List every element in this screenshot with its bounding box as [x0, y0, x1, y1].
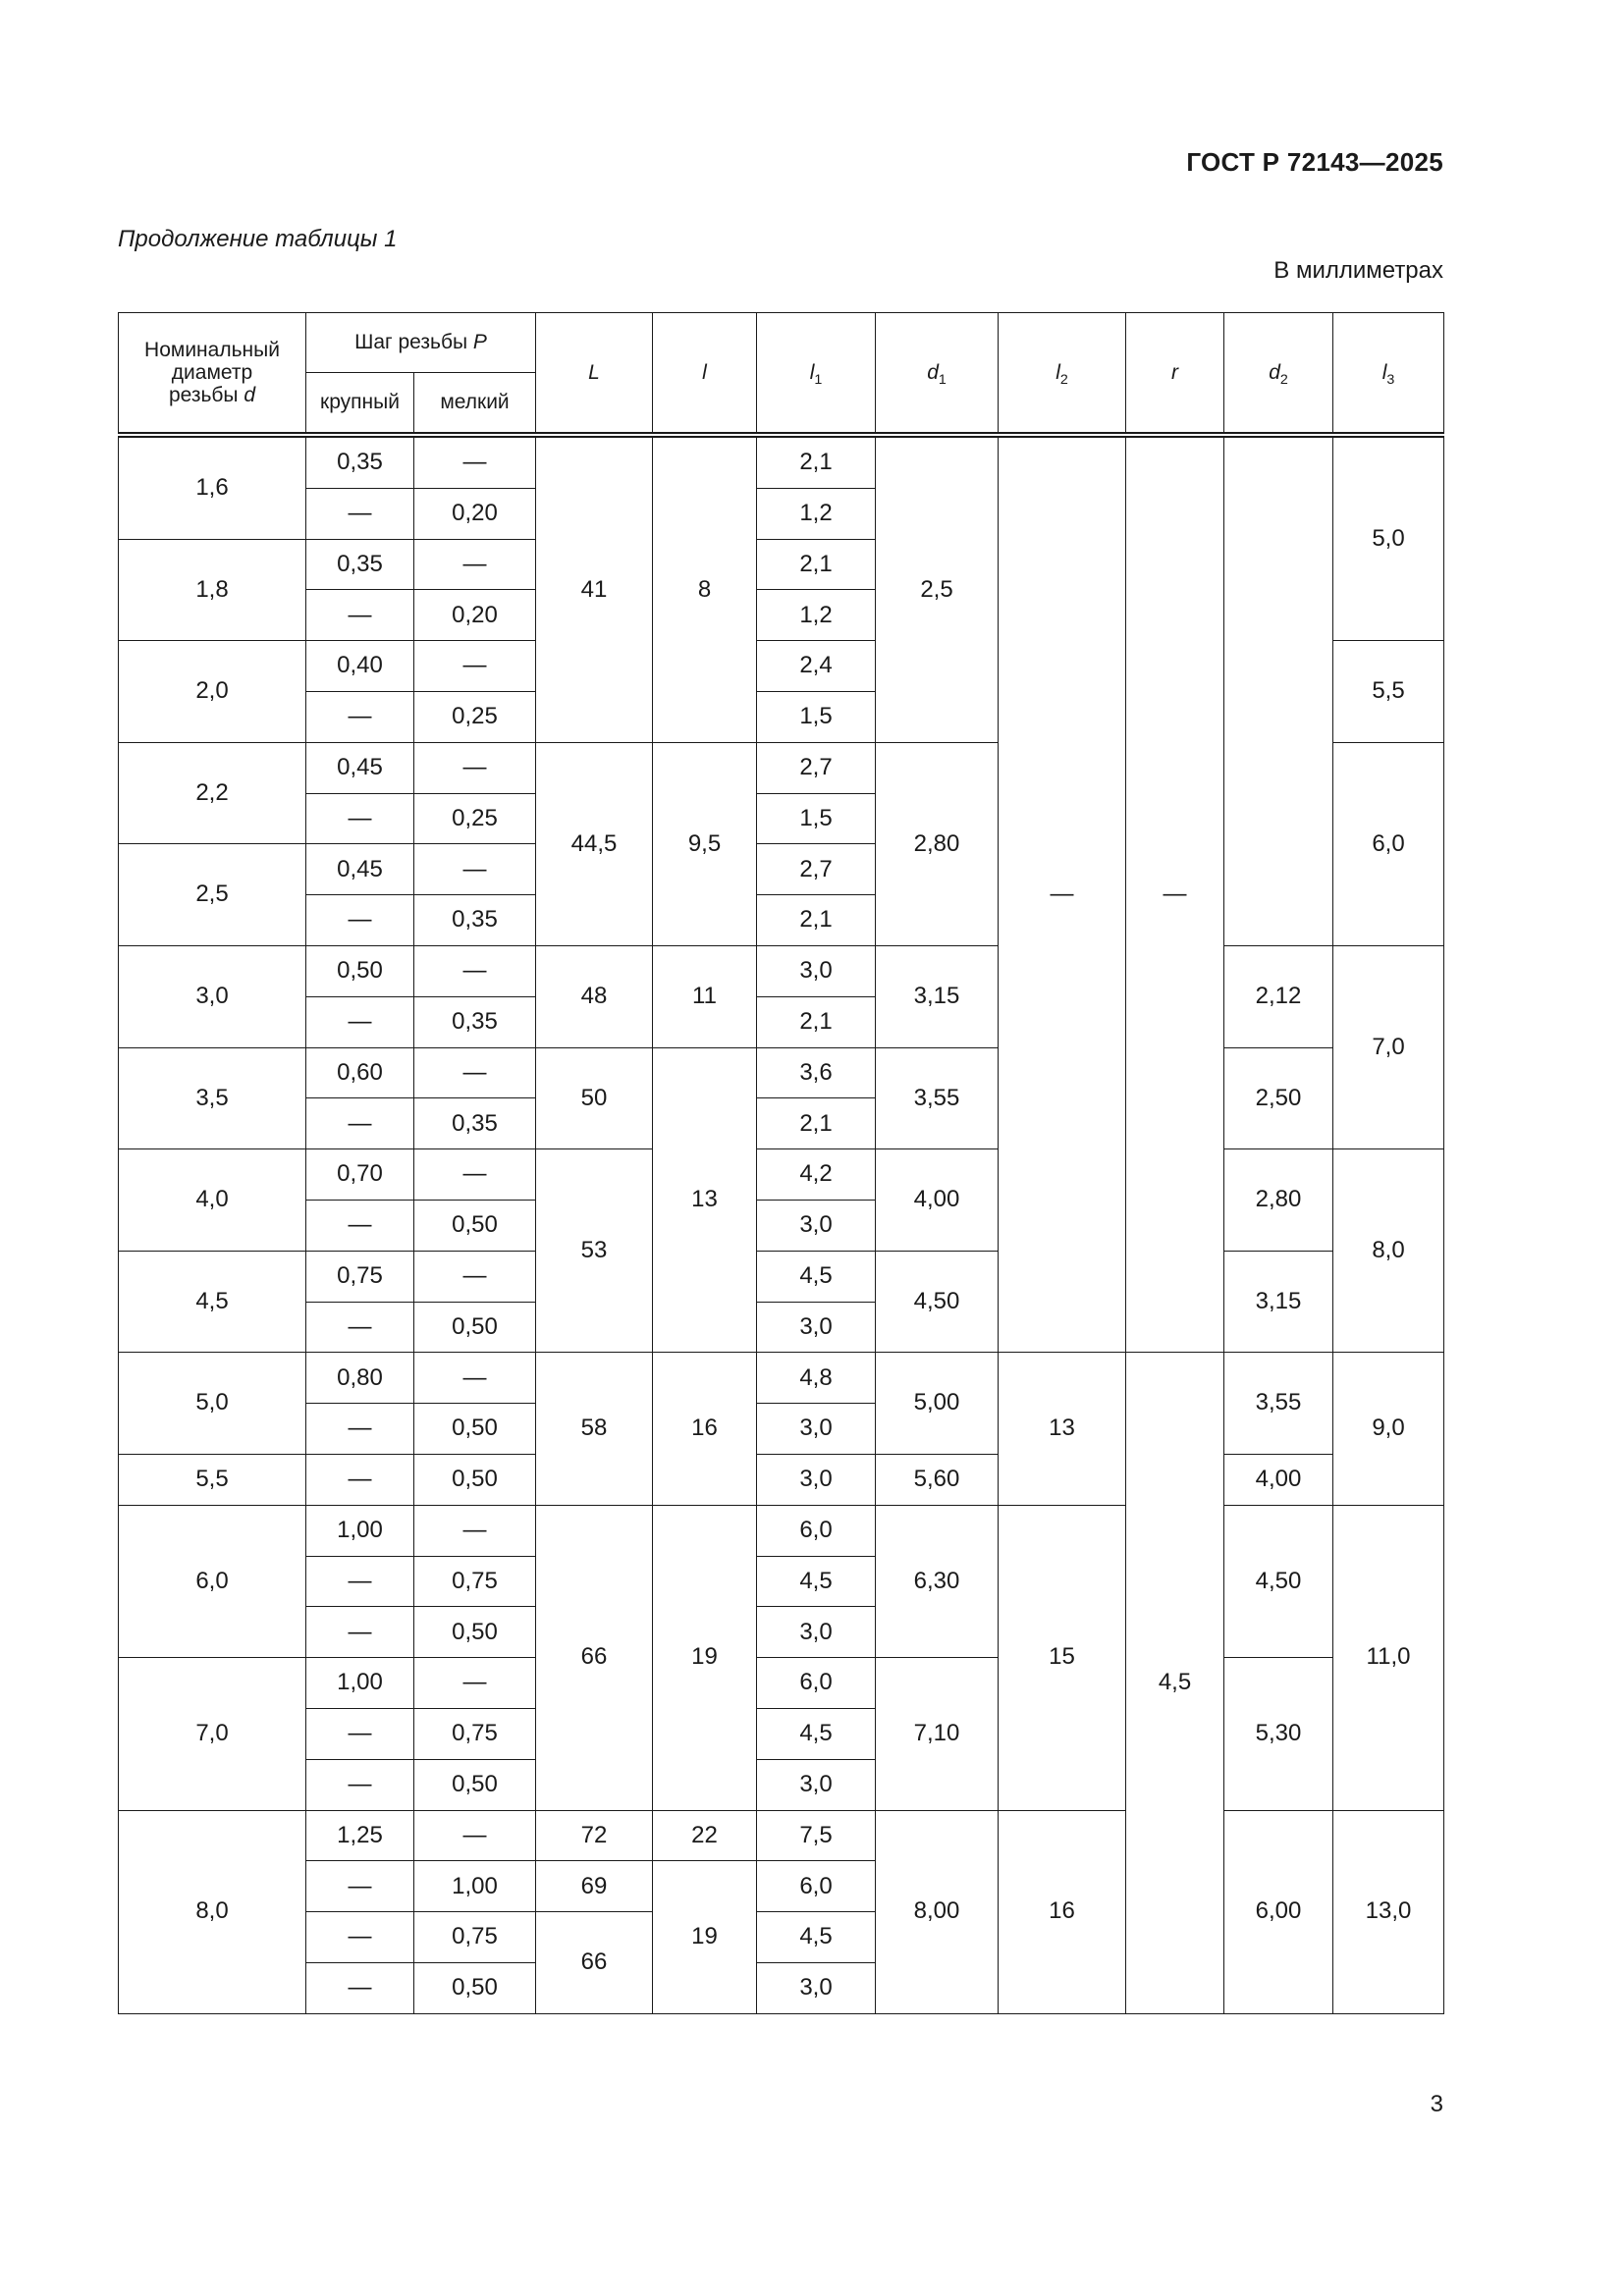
- cell-coarse: 0,80: [306, 1353, 414, 1404]
- cell-d: 5,5: [119, 1454, 306, 1505]
- cell-coarse: —: [306, 590, 414, 641]
- cell-fine: 0,50: [414, 1759, 536, 1810]
- cell-L: 66: [536, 1912, 653, 2014]
- cell-d1: 4,50: [876, 1251, 999, 1353]
- header-l2: $l_2$: [999, 313, 1126, 436]
- cell-l1: 2,4: [757, 641, 876, 692]
- cell-coarse: 0,60: [306, 1047, 414, 1098]
- cell-d2: 3,55: [1224, 1353, 1333, 1455]
- cell-l: 19: [653, 1505, 757, 1810]
- cell-coarse: —: [306, 1302, 414, 1353]
- table-row: [119, 1505, 1444, 1556]
- cell-L: 58: [536, 1353, 653, 1505]
- cell-coarse: —: [306, 1200, 414, 1251]
- cell-coarse: —: [306, 1098, 414, 1149]
- cell-d: 2,0: [119, 641, 306, 743]
- header-l: l: [653, 313, 757, 436]
- table-continuation-caption: Продолжение таблицы 1: [118, 226, 398, 252]
- cell-l2: 16: [999, 1810, 1126, 2013]
- cell-d1: 2,80: [876, 742, 999, 945]
- cell-r: —: [1126, 435, 1224, 1353]
- cell-l3: 11,0: [1333, 1505, 1444, 1810]
- cell-d2: 5,30: [1224, 1658, 1333, 1810]
- standard-designation: ГОСТ Р 72143—2025: [1186, 147, 1443, 177]
- cell-l1: 4,2: [757, 1149, 876, 1201]
- cell-l1: 4,5: [757, 1912, 876, 1963]
- cell-l1: 3,0: [757, 1200, 876, 1251]
- cell-l1: 2,1: [757, 1098, 876, 1149]
- cell-fine: —: [414, 945, 536, 996]
- header-d2: $d_2$: [1224, 313, 1333, 436]
- cell-coarse: 0,40: [306, 641, 414, 692]
- cell-l3: 5,5: [1333, 641, 1444, 743]
- cell-l1: 1,2: [757, 488, 876, 539]
- cell-l: 22: [653, 1810, 757, 1861]
- cell-fine: 0,50: [414, 1607, 536, 1658]
- cell-d1: 3,15: [876, 945, 999, 1047]
- cell-l3: 7,0: [1333, 945, 1444, 1148]
- cell-L: 66: [536, 1505, 653, 1810]
- cell-l2: 15: [999, 1505, 1126, 1810]
- cell-L: 72: [536, 1810, 653, 1861]
- header-L: L: [536, 313, 653, 436]
- cell-fine: 0,50: [414, 1404, 536, 1455]
- cell-l3: 8,0: [1333, 1149, 1444, 1353]
- cell-d: 3,5: [119, 1047, 306, 1149]
- header-l3: $l_3$: [1333, 313, 1444, 436]
- cell-coarse: 0,50: [306, 945, 414, 996]
- cell-fine: —: [414, 641, 536, 692]
- cell-fine: 0,75: [414, 1912, 536, 1963]
- cell-l: 13: [653, 1047, 757, 1353]
- cell-coarse: —: [306, 1912, 414, 1963]
- cell-L: 48: [536, 945, 653, 1047]
- cell-l1: 1,5: [757, 793, 876, 844]
- cell-d1: 7,10: [876, 1658, 999, 1810]
- cell-d: 5,0: [119, 1353, 306, 1455]
- cell-fine: —: [414, 435, 536, 488]
- cell-l1: 2,7: [757, 742, 876, 793]
- cell-fine: —: [414, 1251, 536, 1302]
- cell-l3: 5,0: [1333, 435, 1444, 641]
- cell-d: 8,0: [119, 1810, 306, 2013]
- cell-l3: 6,0: [1333, 742, 1444, 945]
- cell-coarse: 0,35: [306, 435, 414, 488]
- cell-l1: 2,7: [757, 844, 876, 895]
- cell-fine: 0,25: [414, 793, 536, 844]
- cell-fine: —: [414, 1353, 536, 1404]
- cell-L: 41: [536, 435, 653, 742]
- cell-d: 1,8: [119, 539, 306, 641]
- cell-l1: 3,0: [757, 1404, 876, 1455]
- cell-l1: 2,1: [757, 996, 876, 1047]
- cell-coarse: —: [306, 1404, 414, 1455]
- cell-d: 2,5: [119, 844, 306, 946]
- units-note: В миллиметрах: [1273, 257, 1443, 284]
- cell-l1: 6,0: [757, 1861, 876, 1912]
- cell-d2: 4,00: [1224, 1454, 1333, 1505]
- cell-coarse: 1,25: [306, 1810, 414, 1861]
- cell-l: 19: [653, 1861, 757, 2013]
- cell-l1: 6,0: [757, 1505, 876, 1556]
- cell-l1: 3,6: [757, 1047, 876, 1098]
- cell-d1: 6,30: [876, 1505, 999, 1657]
- cell-d: 2,2: [119, 742, 306, 844]
- header-thread-pitch: Шаг резьбы P: [306, 313, 536, 373]
- cell-fine: 0,50: [414, 1962, 536, 2013]
- cell-d2: 6,00: [1224, 1810, 1333, 2013]
- cell-d: 4,0: [119, 1149, 306, 1252]
- cell-d1: 2,5: [876, 435, 999, 742]
- cell-fine: —: [414, 539, 536, 590]
- cell-l1: 6,0: [757, 1658, 876, 1709]
- cell-fine: 0,50: [414, 1454, 536, 1505]
- cell-l1: 4,5: [757, 1708, 876, 1759]
- cell-l: 16: [653, 1353, 757, 1505]
- cell-d: 7,0: [119, 1658, 306, 1810]
- table-row: [119, 1047, 1444, 1098]
- cell-d2: 2,50: [1224, 1047, 1333, 1149]
- table-row: [119, 1658, 1444, 1709]
- cell-l1: 3,0: [757, 1302, 876, 1353]
- cell-fine: —: [414, 742, 536, 793]
- cell-fine: —: [414, 1658, 536, 1709]
- cell-L: 50: [536, 1047, 653, 1149]
- cell-d: 3,0: [119, 945, 306, 1047]
- cell-l1: 7,5: [757, 1810, 876, 1861]
- cell-d: 1,6: [119, 435, 306, 539]
- cell-l1: 1,2: [757, 590, 876, 641]
- cell-coarse: 0,45: [306, 844, 414, 895]
- cell-d1: 8,00: [876, 1810, 999, 2013]
- cell-coarse: —: [306, 1556, 414, 1607]
- cell-coarse: 0,35: [306, 539, 414, 590]
- cell-coarse: —: [306, 691, 414, 742]
- cell-fine: 0,75: [414, 1708, 536, 1759]
- cell-L: 69: [536, 1861, 653, 1912]
- cell-fine: 1,00: [414, 1861, 536, 1912]
- header-fine: мелкий: [414, 373, 536, 436]
- header-d1: $d_1$: [876, 313, 999, 436]
- cell-d1: 3,55: [876, 1047, 999, 1149]
- cell-l1: 3,0: [757, 1759, 876, 1810]
- cell-l1: 4,5: [757, 1556, 876, 1607]
- cell-l1: 2,1: [757, 895, 876, 946]
- cell-coarse: —: [306, 1454, 414, 1505]
- cell-fine: 0,25: [414, 691, 536, 742]
- cell-d1: 4,00: [876, 1149, 999, 1252]
- table-row: [119, 1810, 1444, 1861]
- cell-d2: [1224, 435, 1333, 945]
- cell-fine: —: [414, 1149, 536, 1201]
- cell-l1: 3,0: [757, 1607, 876, 1658]
- cell-coarse: —: [306, 996, 414, 1047]
- cell-l3: 13,0: [1333, 1810, 1444, 2013]
- cell-coarse: 0,75: [306, 1251, 414, 1302]
- cell-fine: 0,35: [414, 895, 536, 946]
- cell-coarse: 1,00: [306, 1505, 414, 1556]
- table-row: [119, 1353, 1444, 1404]
- cell-coarse: —: [306, 488, 414, 539]
- cell-coarse: 1,00: [306, 1658, 414, 1709]
- cell-l2: 13: [999, 1353, 1126, 1505]
- table-row: [119, 435, 1444, 488]
- cell-l1: 2,1: [757, 539, 876, 590]
- cell-l1: 4,5: [757, 1251, 876, 1302]
- cell-L: 53: [536, 1149, 653, 1353]
- cell-r: 4,5: [1126, 1353, 1224, 2013]
- table-row: [119, 1149, 1444, 1201]
- cell-l1: 4,8: [757, 1353, 876, 1404]
- table-row: [119, 1251, 1444, 1302]
- thread-dimensions-table: [118, 312, 1444, 2014]
- cell-L: 44,5: [536, 742, 653, 945]
- cell-l1: 3,0: [757, 1962, 876, 2013]
- cell-d2: 2,12: [1224, 945, 1333, 1047]
- cell-fine: 0,20: [414, 590, 536, 641]
- cell-coarse: —: [306, 895, 414, 946]
- header-r: r: [1126, 313, 1224, 436]
- cell-d1: 5,00: [876, 1353, 999, 1455]
- cell-fine: 0,35: [414, 1098, 536, 1149]
- cell-coarse: 0,70: [306, 1149, 414, 1201]
- cell-d2: 4,50: [1224, 1505, 1333, 1657]
- cell-fine: 0,50: [414, 1302, 536, 1353]
- cell-fine: —: [414, 1047, 536, 1098]
- cell-fine: 0,75: [414, 1556, 536, 1607]
- cell-coarse: —: [306, 1759, 414, 1810]
- cell-coarse: —: [306, 1962, 414, 2013]
- cell-l1: 3,0: [757, 945, 876, 996]
- cell-coarse: —: [306, 793, 414, 844]
- cell-l3: 9,0: [1333, 1353, 1444, 1505]
- cell-d2: 2,80: [1224, 1149, 1333, 1252]
- cell-l1: 2,1: [757, 435, 876, 488]
- cell-coarse: —: [306, 1607, 414, 1658]
- cell-fine: —: [414, 844, 536, 895]
- page-number: 3: [1430, 2091, 1443, 2117]
- cell-d: 4,5: [119, 1251, 306, 1353]
- cell-fine: 0,50: [414, 1200, 536, 1251]
- cell-d2: 3,15: [1224, 1251, 1333, 1353]
- table-row: [119, 945, 1444, 996]
- cell-coarse: —: [306, 1861, 414, 1912]
- cell-l: 11: [653, 945, 757, 1047]
- cell-d: 6,0: [119, 1505, 306, 1657]
- cell-fine: —: [414, 1505, 536, 1556]
- header-nominal-diameter: Номинальный диаметр резьбы d: [119, 313, 306, 436]
- cell-fine: 0,20: [414, 488, 536, 539]
- cell-l1: 3,0: [757, 1454, 876, 1505]
- cell-coarse: 0,45: [306, 742, 414, 793]
- table-row: [119, 1454, 1444, 1505]
- header-l1: $l_1$: [757, 313, 876, 436]
- cell-l1: 1,5: [757, 691, 876, 742]
- cell-fine: 0,35: [414, 996, 536, 1047]
- cell-l2: —: [999, 435, 1126, 1353]
- cell-coarse: —: [306, 1708, 414, 1759]
- cell-l: 8: [653, 435, 757, 742]
- cell-l: 9,5: [653, 742, 757, 945]
- cell-fine: —: [414, 1810, 536, 1861]
- cell-d1: 5,60: [876, 1454, 999, 1505]
- header-coarse: крупный: [306, 373, 414, 436]
